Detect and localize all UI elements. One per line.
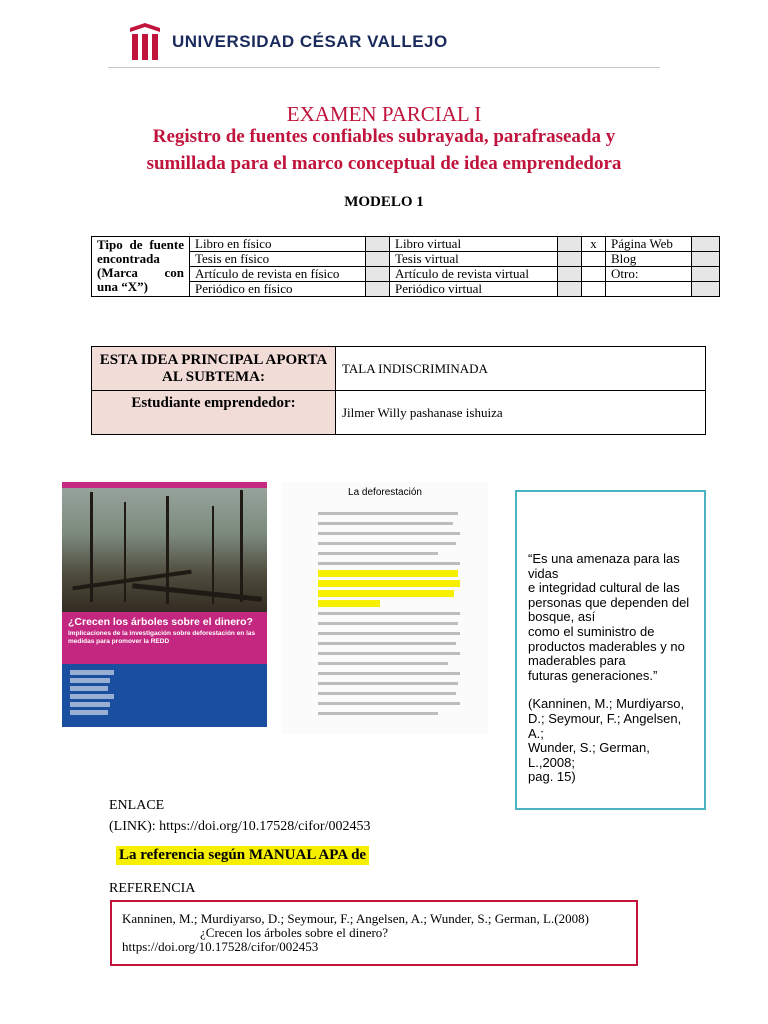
option-otro: Otro:	[606, 267, 692, 282]
reference-authors: Kanninen, M.; Murdiyarso, D.; Seymour, F.; Angelsen, A.; Wunder, S.; German, L.(2008)	[122, 911, 589, 926]
subtema-value: TALA INDISCRIMINADA	[336, 347, 706, 391]
apa-heading: La referencia según MANUAL APA de	[116, 846, 369, 865]
option-tesis-fisico: Tesis en físico	[190, 252, 366, 267]
option-tesis-virtual: Tesis virtual	[390, 252, 558, 267]
paraphrased-quote: “Es una amenaza para las vidas e integridad cultural de las personas que dependen del bosque, así como el suministro de productos maderables y no maderables para futuras generaciones.”	[528, 551, 690, 683]
checkbox-empty[interactable]	[692, 282, 720, 297]
idea-principal-label: ESTA IDEA PRINCIPAL APORTA AL SUBTEMA:	[92, 347, 336, 391]
source-type-label: Tipo de fuente encontrada (Marca con una “X”)	[92, 237, 190, 297]
cover-title: ¿Crecen los árboles sobre el dinero?	[68, 616, 253, 628]
subtitle-line-2: sumillada para el marco conceptual de idea emprendedora	[146, 153, 622, 174]
option-periodico-fisico: Periódico en físico	[190, 282, 366, 297]
empty-cell	[606, 282, 692, 297]
ucv-shield-logo-icon	[128, 22, 162, 62]
header-divider	[108, 67, 660, 68]
checkbox-libro-virtual[interactable]	[558, 237, 582, 252]
doi-link[interactable]: (LINK): https://doi.org/10.17528/cifor/002453	[109, 819, 371, 834]
book-cover-image	[62, 482, 267, 727]
checkbox-periodico-virtual[interactable]	[558, 282, 582, 297]
university-name: UNIVERSIDAD CÉSAR VALLEJO	[172, 32, 448, 51]
estudiante-value: Jilmer Willy pashanase ishuiza	[336, 391, 706, 435]
reference-url[interactable]: https://doi.org/10.17528/cifor/002453	[122, 939, 319, 954]
mark-cell	[582, 252, 606, 267]
mark-x: x	[582, 237, 606, 252]
cover-title-band	[62, 612, 267, 664]
idea-table	[91, 346, 706, 435]
highlighted-line	[318, 570, 458, 577]
option-periodico-virtual: Periódico virtual	[390, 282, 558, 297]
modelo-heading: MODELO 1	[344, 194, 424, 210]
university-logo	[128, 20, 448, 64]
subtitle-line-1: Registro de fuentes confiables subrayada, parafraseada y	[152, 126, 616, 147]
checkbox-periodico-fisico[interactable]	[366, 282, 390, 297]
reference-label: REFERENCIA	[109, 881, 196, 896]
source-type-table	[91, 236, 720, 297]
checkbox-libro-fisico[interactable]	[366, 237, 390, 252]
link-section	[109, 795, 370, 837]
checkbox-articulo-virtual[interactable]	[558, 267, 582, 282]
excerpt-heading: La deforestación	[348, 487, 422, 498]
option-libro-virtual: Libro virtual	[390, 237, 558, 252]
cover-authors-band	[62, 664, 267, 727]
cover-top-bar	[62, 482, 267, 488]
link-label: ENLACE	[109, 798, 165, 813]
option-blog: Blog	[606, 252, 692, 267]
quote-box	[515, 490, 706, 810]
option-libro-fisico: Libro en físico	[190, 237, 366, 252]
deforestation-photo	[62, 482, 267, 612]
highlighted-line	[318, 590, 454, 597]
cover-subtitle: Implicaciones de la investigación sobre deforestación en las medidas para promover la REDD	[68, 630, 256, 645]
checkbox-pagina-web[interactable]	[692, 237, 720, 252]
option-articulo-virtual: Artículo de revista virtual	[390, 267, 558, 282]
quote-citation: (Kanninen, M.; Murdiyarso, D.; Seymour, F.; Angelsen, A.; Wunder, S.; German, L.,2008; pag. 15)	[528, 696, 685, 785]
highlighted-line	[318, 600, 380, 607]
checkbox-tesis-fisico[interactable]	[366, 252, 390, 267]
exam-title: EXAMEN PARCIAL I	[286, 102, 482, 126]
checkbox-blog[interactable]	[692, 252, 720, 267]
reference-box	[110, 900, 638, 966]
page-excerpt-image	[282, 482, 488, 734]
checkbox-articulo-fisico[interactable]	[366, 267, 390, 282]
option-articulo-fisico: Artículo de revista en físico	[190, 267, 366, 282]
highlighted-line	[318, 580, 460, 587]
checkbox-otro[interactable]	[692, 267, 720, 282]
checkbox-tesis-virtual[interactable]	[558, 252, 582, 267]
option-pagina-web: Página Web	[606, 237, 692, 252]
estudiante-label: Estudiante emprendedor:	[92, 391, 336, 435]
reference-title: ¿Crecen los árboles sobre el dinero?	[200, 925, 389, 940]
mark-cell	[582, 267, 606, 282]
mark-cell	[582, 282, 606, 297]
